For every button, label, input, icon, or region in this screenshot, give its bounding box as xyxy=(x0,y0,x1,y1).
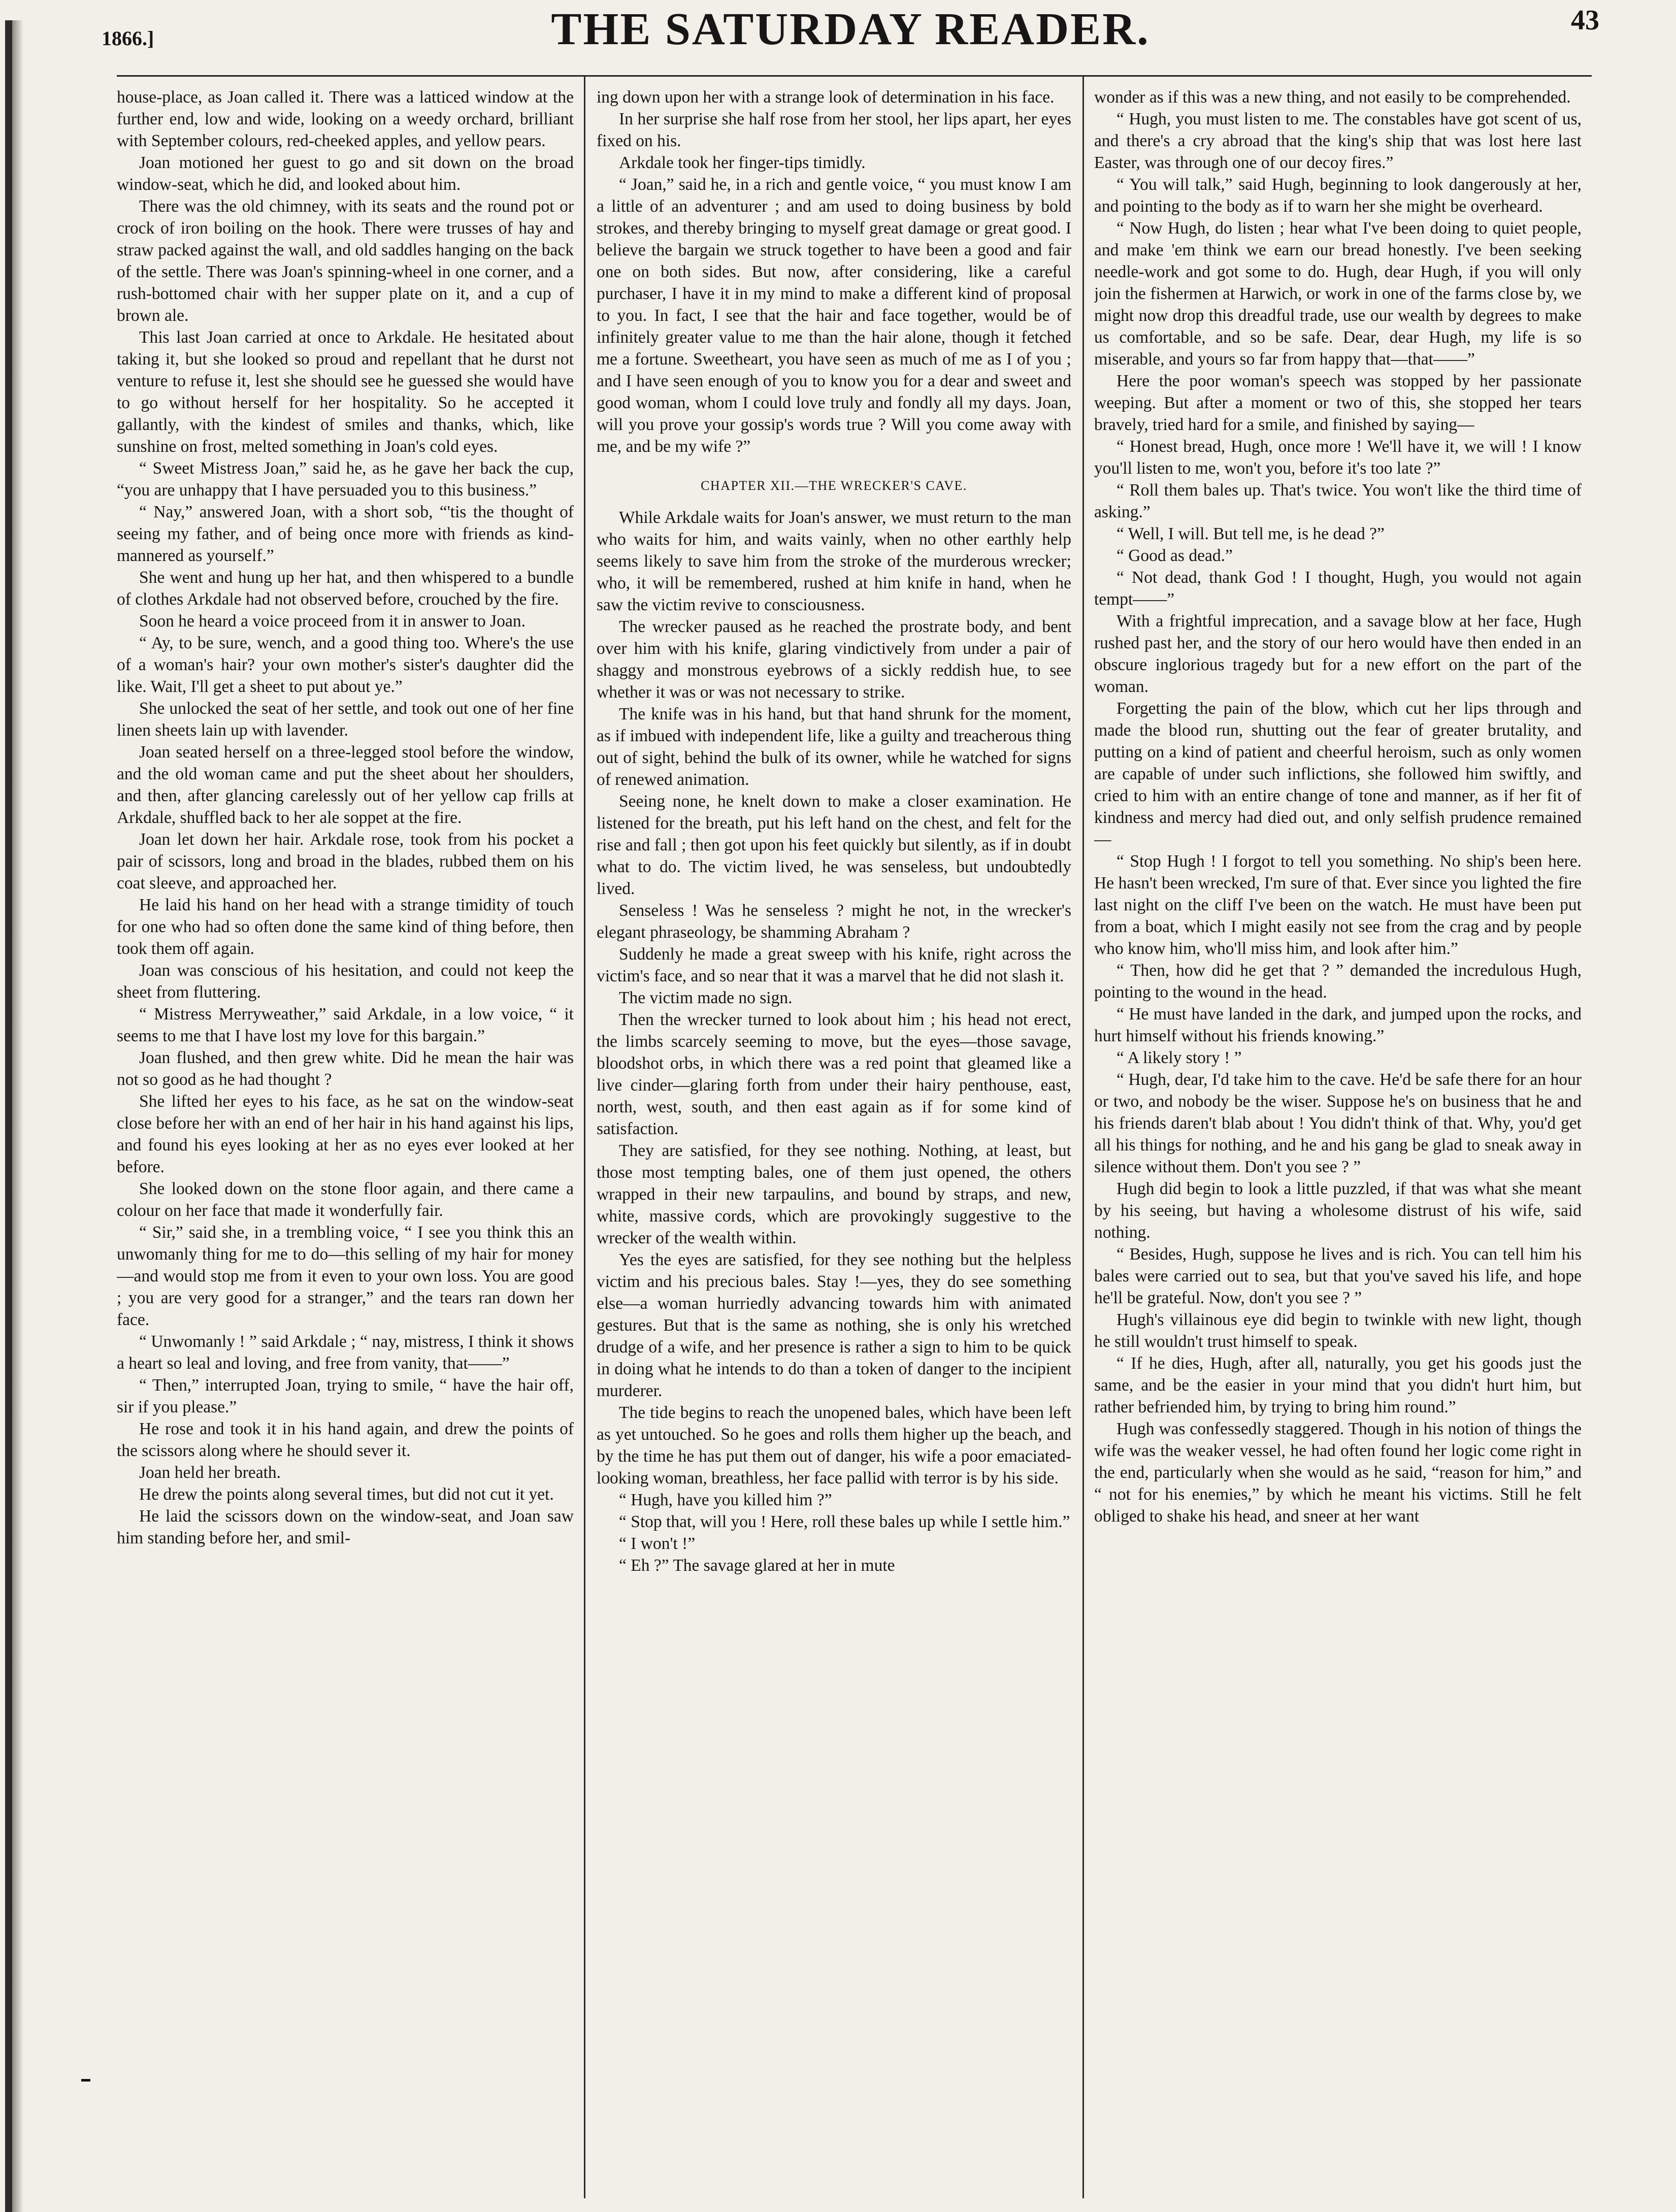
paragraph: She looked down on the stone floor again, and there came a colour on her face that made it wonderfully fair. xyxy=(117,1179,574,1220)
paragraph: house-place, as Joan called it. There was a latticed window at the further end, low and wide, looking on a weedy orchard, brilliant with September colours, red-cheeked apples, and yellow pears. xyxy=(117,88,574,150)
paragraph: The tide begins to reach the unopened bales, which have been left as yet untouched. So he goes and rolls them higher up the beach, and by the time he has put them out of danger, his wife a poor emaciated-looking woman, breathless, her face pallid with terror is by his side. xyxy=(597,1403,1071,1488)
paragraph: “ Besides, Hugh, suppose he lives and is rich. You can tell him his bales were carried out to sea, but that you've saved his life, and hope he'll be grateful. Now, don't you see ? ” xyxy=(1094,1245,1582,1307)
paragraph: She lifted her eyes to his face, as he sat on the window-seat close before her with an end of her hair in his hand against his lips, and found his eyes looking at her as no eyes ever looked at her before. xyxy=(117,1092,574,1176)
paragraph: Suddenly he made a great sweep with his knife, right across the victim's face, and so near that it was a marvel that he did not slash it. xyxy=(597,945,1071,985)
paragraph: Soon he heard a voice proceed from it in answer to Joan. xyxy=(139,612,525,631)
paragraph: “ Ay, to be sure, wench, and a good thing too. Where's the use of a woman's hair? your own mother's sister's daughter did the like. Wait, I'll get a sheet to put about ye.” xyxy=(117,634,574,696)
paragraph: Forgetting the pain of the blow, which cut her lips through and made the blood run, shutting out the fear of greater brutality, and putting on a kind of patient and cheerful heroism, such as only women are capable of under such inflictions, she followed him swiftly, and cried to him with an entire change of tone and manner, as if her fit of kindness and mercy had died out, and only selfish prudence remained— xyxy=(1094,699,1582,849)
binding-shadow xyxy=(12,20,23,2212)
paragraph: “ Sweet Mistress Joan,” said he, as he gave her back the cup, “you are unhappy that I have persuaded you to this business.” xyxy=(117,459,574,500)
paragraph: “ Eh ?” The savage glared at her in mute xyxy=(619,1556,895,1575)
issue-date: 1866.] xyxy=(102,27,154,50)
paragraph: “ Now Hugh, do listen ; hear what I've been doing to quiet people, and make 'em think we earn our bread honestly. I've been seeking needle-work and got some to do. Hugh, dear Hugh, if you will only join the fishermen at Harwich, or work in one of the farms close by, we might now drop this dreadful trade, use our wealth by degrees to make us comfortable, and so be safe. Dear, dear Hugh, my life is so miserable, and yours so far from happy that—that——” xyxy=(1094,219,1582,369)
paragraph: wonder as if this was a new thing, and not easily to be comprehended. xyxy=(1094,88,1571,107)
paragraph: Joan seated herself on a three-legged stool before the window, and the old woman came and put the sheet about her shoulders, and then, after glancing carelessly out of her yellow cap frills at Arkdale, shuffled back to her ale soppet at the fire. xyxy=(117,743,574,827)
paragraph: This last Joan carried at once to Arkdale. He hesitated about taking it, but she looked so proud and repellant that he durst not venture to refuse it, lest she should see he guessed she would have to go without herself for her hospitality. So he accepted it gallantly, with the kindest of smiles and thanks, which, like sunshine on frost, melted something in Joan's cold eyes. xyxy=(117,328,574,456)
paragraph: Joan let down her hair. Arkdale rose, took from his pocket a pair of scissors, long and broad in the blades, rubbed them on his coat sleeve, and approached her. xyxy=(117,830,574,893)
chapter-heading: CHAPTER XII.—THE WRECKER'S CAVE. xyxy=(701,478,967,493)
paragraph: “ Stop Hugh ! I forgot to tell you something. No ship's been here. He hasn't been wrecked, I'm sure of that. Ever since you lighted the fire last night on the cliff I've been on the watch. He must have been put from a boat, which I might easily not see from the crag and by people who know him, who'll miss him, and look after him.” xyxy=(1094,852,1582,958)
paragraph: “ Joan,” said he, in a rich and gentle voice, “ you must know I am a little of an adventurer ; and am used to doing business by bold strokes, and thereby bringing to myself great damage or great good. I believe the bargain we struck together to have been a good and fair one on both sides. But now, after considering, like a careful purchaser, I have it in my mind to make a different kind of proposal to you. In fact, I see that the hair and face together, would be of infinitely greater value to me than the hair alone, though it fetched me a fortune. Sweetheart, you have seen as much of me as I of you ; and I have seen enough of you to know you for a dear and sweet and good woman, whom I could love truly and fondly all my days. Joan, will you prove your gossip's words true ? Will you come away with me, and be my wife ?” xyxy=(597,175,1071,456)
paragraph: “ Honest bread, Hugh, once more ! We'll have it, we will ! I know you'll listen to me, won't you, before it's too late ?” xyxy=(1094,437,1582,478)
column-divider xyxy=(1082,76,1084,2198)
header-rule xyxy=(117,75,1592,77)
paragraph: Arkdale took her finger-tips timidly. xyxy=(619,153,866,172)
paragraph: “ I won't !” xyxy=(619,1534,696,1553)
paragraph: They are satisfied, for they see nothing. Nothing, at least, but those most tempting bales, one of them just opened, the others wrapped in their new tarpaulins, and bound by straps, and new, white, massive cords, which are provokingly suggestive to the wrecker of the wealth within. xyxy=(597,1141,1071,1247)
paragraph: Hugh's villainous eye did begin to twinkle with new light, though he still wouldn't trust himself to speak. xyxy=(1094,1310,1582,1351)
paragraph: Senseless ! Was he senseless ? might he not, in the wrecker's elegant phraseology, be shamming Abraham ? xyxy=(597,901,1071,942)
paragraph: With a frightful imprecation, and a savage blow at her face, Hugh rushed past her, and the story of our hero would have then ended in an obscure inglorious tragedy but for a new effort on the part of the woman. xyxy=(1094,612,1582,696)
page-number: 43 xyxy=(1571,5,1599,36)
paragraph: She unlocked the seat of her settle, and took out one of her fine linen sheets lain up with lavender. xyxy=(117,699,574,740)
paragraph: The victim made no sign. xyxy=(619,988,793,1007)
column-3 xyxy=(1094,86,1582,2198)
paragraph: He drew the points along several times, but did not cut it yet. xyxy=(139,1485,554,1504)
paragraph: “ If he dies, Hugh, after all, naturally, you get his goods just the same, and be the easier in your mind that you didn't hurt him, but rather befriended him, by trying to bring him round.” xyxy=(1094,1354,1582,1416)
paragraph: “ Hugh, have you killed him ?” xyxy=(619,1491,832,1509)
paragraph: “ Then, how did he get that ? ” demanded the incredulous Hugh, pointing to the wound in the head. xyxy=(1094,961,1582,1002)
paragraph: Joan motioned her guest to go and sit down on the broad window-seat, which he did, and looked about him. xyxy=(117,153,574,194)
paragraph: “ Hugh, you must listen to me. The constables have got scent of us, and there's a cry abroad that the king's ship that was lost here last Easter, was through one of our decoy fires.” xyxy=(1094,110,1582,172)
column-2 xyxy=(597,86,1071,2198)
paragraph: In her surprise she half rose from her stool, her lips apart, her eyes fixed on his. xyxy=(597,110,1071,150)
paragraph: “ Sir,” said she, in a trembling voice, “ I see you think this an unwomanly thing for me to do—this selling of my hair for money—and would stop me from it even to your own loss. You are good ; you are very good for a stranger,” and the tears ran down her face. xyxy=(117,1223,574,1329)
paragraph: “ Hugh, dear, I'd take him to the cave. He'd be safe there for an hour or two, and nobody be the wiser. Suppose he's on business that he and his friends daren't blab about ! You didn't think of that. Why, you'd get all his things for nothing, and he and his gang be glad to sneak away in silence without them. Don't you see ? ” xyxy=(1094,1070,1582,1176)
column-1 xyxy=(117,86,574,2198)
paragraph: The wrecker paused as he reached the prostrate body, and bent over him with his knife, glaring vindictively from under a pair of shaggy and monstrous eyebrows of a sickly reddish hue, to see whether it was or was not necessary to strike. xyxy=(597,617,1071,702)
paragraph: He laid his hand on her head with a strange timidity of touch for one who had so often done the same kind of thing before, then took them off again. xyxy=(117,896,574,958)
paragraph: “ Nay,” answered Joan, with a short sob, “'tis the thought of seeing my father, and of being once more with friends as kind-mannered as yourself.” xyxy=(117,503,574,565)
paragraph: Then the wrecker turned to look about him ; his head not erect, the limbs scarcely seeming to move, but the eyes—those savage, bloodshot orbs, in which there was a red point that gleamed like a live cinder—glaring forth from under their hairy penthouse, east, north, west, south, and then east again as if for some kind of satisfaction. xyxy=(597,1010,1071,1138)
paragraph: He rose and took it in his hand again, and drew the points of the scissors along where he should sever it. xyxy=(117,1419,574,1460)
paragraph: He laid the scissors down on the window-seat, and Joan saw him standing before her, and smil- xyxy=(117,1507,574,1547)
binding-edge xyxy=(5,20,12,2212)
paragraph: “ Roll them bales up. That's twice. You won't like the third time of asking.” xyxy=(1094,481,1582,521)
paragraph: “ Well, I will. But tell me, is he dead ?” xyxy=(1116,524,1385,543)
paragraph: Seeing none, he knelt down to make a closer examination. He listened for the breath, put his left hand on the chest, and felt for the rise and fall ; then got upon his feet quickly but silently, as if in doubt what to do. The victim lived, he was senseless, but undoubtedly lived. xyxy=(597,792,1071,898)
paragraph: Yes the eyes are satisfied, for they see nothing but the helpless victim and his precious bales. Stay !—yes, they do see something else—a woman hurriedly advancing towards him with animated gestures. But that is the same as nothing, she is only his wretched drudge of a wife, and her presence is rather a sign to him to be quick in doing what he intends to do than a token of danger to the incipient murderer. xyxy=(597,1250,1071,1400)
paragraph: Hugh was confessedly staggered. Though in his notion of things the wife was the weaker vessel, he had often found her logic come right in the end, particularly when she would as he said, “reason for him,” and “ not for his enemies,” by which he meant his victims. Still he felt obliged to shake his head, and sneer at her want xyxy=(1094,1419,1582,1526)
paragraph: She went and hung up her hat, and then whispered to a bundle of clothes Arkdale had not observed before, crouched by the fire. xyxy=(117,568,574,609)
paragraph: While Arkdale waits for Joan's answer, we must return to the man who waits for him, and waits vainly, when no other earthly help seems likely to save him from the stroke of the murderous wrecker; who, it will be remembered, rushed at him knife in hand, when he saw the victim revive to consciousness. xyxy=(597,508,1071,614)
paragraph: “ Not dead, thank God ! I thought, Hugh, you would not again tempt——” xyxy=(1094,568,1582,609)
paragraph: “ Stop that, will you ! Here, roll these bales up while I settle him.” xyxy=(619,1512,1070,1531)
margin-mark xyxy=(81,2079,90,2082)
paragraph: Hugh did begin to look a little puzzled, if that was what she meant by his seeing, but having a wholesome distrust of his wife, said nothing. xyxy=(1094,1179,1582,1242)
paragraph: Here the poor woman's speech was stopped by her passionate weeping. But after a moment or two of this, she stopped her tears bravely, tried hard for a smile, and finished by saying— xyxy=(1094,372,1582,434)
paragraph: “ Unwomanly ! ” said Arkdale ; “ nay, mistress, I think it shows a heart so leal and loving, and free from vanity, that——” xyxy=(117,1332,574,1373)
paragraph: “ He must have landed in the dark, and jumped upon the rocks, and hurt himself without his friends knowing.” xyxy=(1094,1005,1582,1045)
paragraph: “ A likely story ! ” xyxy=(1116,1048,1242,1067)
page-header xyxy=(102,0,1599,76)
paragraph: Joan was conscious of his hesitation, and could not keep the sheet from fluttering. xyxy=(117,961,574,1002)
paragraph: “ You will talk,” said Hugh, beginning to look dangerously at her, and pointing to the body as if to warn her she might be overheard. xyxy=(1094,175,1582,216)
paragraph: “ Good as dead.” xyxy=(1116,546,1233,565)
paragraph: The knife was in his hand, but that hand shrunk for the moment, as if imbued with independent life, like a guilty and treacherous thing out of sight, behind the bulk of its owner, while he watched for signs of renewed animation. xyxy=(597,705,1071,789)
paragraph: Joan flushed, and then grew white. Did he mean the hair was not so good as he had thought ? xyxy=(117,1048,574,1089)
paragraph: There was the old chimney, with its seats and the round pot or crock of iron boiling on the hook. There were trusses of hay and straw packed against the wall, and old saddles hanging on the back of the settle. There was Joan's spinning-wheel in one corner, and a rush-bottomed chair with her supper plate on it, and a cup of brown ale. xyxy=(117,197,574,325)
column-divider xyxy=(584,76,585,2198)
paragraph: “ Then,” interrupted Joan, trying to smile, “ have the hair off, sir if you please.” xyxy=(117,1376,574,1416)
paragraph: ing down upon her with a strange look of determination in his face. xyxy=(597,88,1055,107)
paragraph: Joan held her breath. xyxy=(139,1463,281,1482)
publication-title: THE SATURDAY READER. xyxy=(551,4,1150,54)
paragraph: “ Mistress Merryweather,” said Arkdale, in a low voice, “ it seems to me that I have lost my love for this bargain.” xyxy=(117,1005,574,1045)
